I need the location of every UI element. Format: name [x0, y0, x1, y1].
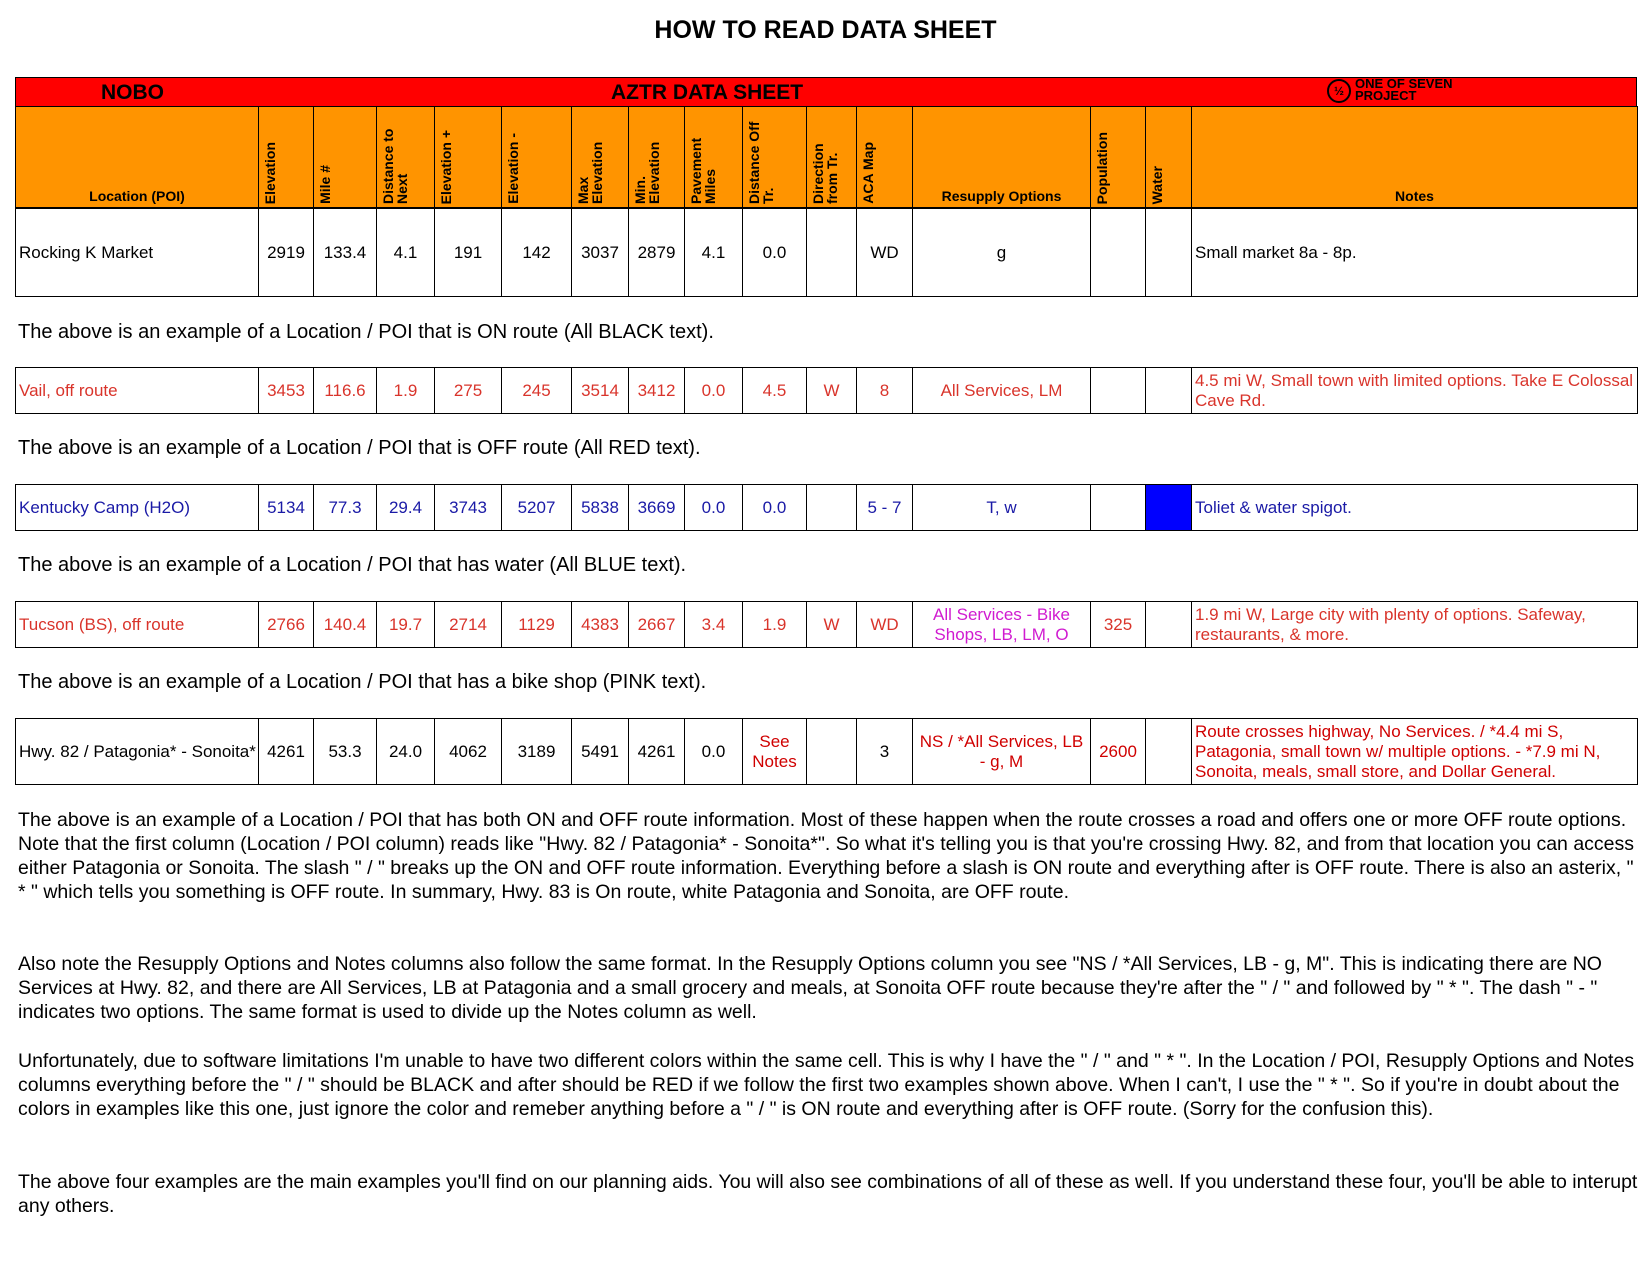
example-row-water	[15, 484, 1638, 531]
cell-distance-next: 24.0	[377, 719, 435, 785]
cell-distance-next: 29.4	[377, 485, 435, 531]
cell-direction	[807, 485, 857, 531]
cell-elevation: 2766	[259, 602, 314, 648]
cell-elevation-gain: 2714	[435, 602, 502, 648]
col-header-min-elevation: Min. Elevation	[629, 107, 685, 208]
cell-mile: 77.3	[314, 485, 377, 531]
cell-aca-map: 5 - 7	[857, 485, 913, 531]
logo-text: ONE OF SEVEN PROJECT	[1355, 76, 1453, 103]
cell-aca-map: 3	[857, 719, 913, 785]
cell-resupply: All Services - Bike Shops, LB, LM, O	[913, 602, 1091, 648]
cell-mile: 133.4	[314, 209, 377, 297]
explanation-paragraph-3: Unfortunately, due to software limitations I'm unable to have two different colors within the same cell. This is why I have the " / " and " * ". In the Location / POI, Resupply Options and Notes columns everything before the " / " should be BLACK and after should be RED if we follow the first two examples shown above. When I can't, I use the " * ". So if you're in doubt about the colors in examples like this one, just ignore the color and remeber anything before a " / " is ON route and everything after is OFF route. (Sorry for the confusion this).	[18, 1050, 1635, 1120]
cell-pavement-miles: 4.1	[685, 209, 743, 297]
example-row-on-off-route	[15, 718, 1638, 785]
cell-notes: 4.5 mi W, Small town with limited options. Take E Colossal Cave Rd.	[1192, 368, 1638, 414]
cell-aca-map: WD	[857, 209, 913, 297]
column-header-row	[15, 106, 1638, 208]
col-header-distance-next: Distance to Next	[377, 107, 435, 208]
cell-location: Kentucky Camp (H2O)	[16, 485, 259, 531]
cell-pavement-miles: 0.0	[685, 368, 743, 414]
cell-aca-map: 8	[857, 368, 913, 414]
cell-mile: 140.4	[314, 602, 377, 648]
cell-max-elevation: 5491	[572, 719, 629, 785]
cell-notes: Small market 8a - 8p.	[1192, 209, 1638, 297]
caption-water: The above is an example of a Location / POI that has water (All BLUE text).	[18, 554, 687, 576]
cell-elevation-gain: 3743	[435, 485, 502, 531]
cell-elevation-loss: 3189	[502, 719, 572, 785]
cell-max-elevation: 3037	[572, 209, 629, 297]
cell-resupply: g	[913, 209, 1091, 297]
cell-elevation-gain: 4062	[435, 719, 502, 785]
cell-population	[1091, 368, 1146, 414]
direction-label: NOBO	[101, 81, 164, 104]
cell-notes: 1.9 mi W, Large city with plenty of options. Safeway, restaurants, & more.	[1192, 602, 1638, 648]
cell-resupply: All Services, LM	[913, 368, 1091, 414]
col-header-elevation: Elevation	[259, 107, 314, 208]
cell-location: Rocking K Market	[16, 209, 259, 297]
cell-water	[1146, 209, 1192, 297]
col-header-elevation-gain: Elevation +	[435, 107, 502, 208]
col-header-aca-map: ACA Map	[857, 107, 913, 208]
col-header-location: Location (POI)	[16, 107, 259, 208]
col-header-direction: Direction from Tr.	[807, 107, 857, 208]
explanation-paragraph-2: Also note the Resupply Options and Notes columns also follow the same format. In the Resupply Options column you see "NS / *All Services, LB - g, M". This is indicating there are NO Services at Hwy. 82, and there are All Services, LB at Patagonia and a small grocery and meals, at Sonoita OFF route because they're after the " / " and followed by " * ". The dash " - " indicates two options. The same format is used to divide up the Notes column as well.	[18, 953, 1602, 1023]
cell-max-elevation: 5838	[572, 485, 629, 531]
cell-notes: Route crosses highway, No Services. / *4.4 mi S, Patagonia, small town w/ multiple options. - *7.9 mi N, Sonoita, meals, small store, and Dollar General.	[1192, 719, 1638, 785]
col-header-distance-off: Distance Off Tr.	[743, 107, 807, 208]
caption-off-route: The above is an example of a Location / POI that is OFF route (All RED text).	[18, 437, 701, 459]
col-header-population: Population	[1091, 107, 1146, 208]
cell-elevation-loss: 245	[502, 368, 572, 414]
example-row-off-route	[15, 367, 1638, 414]
explanation-paragraph-1: The above is an example of a Location / POI that has both ON and OFF route information. Most of these happen when the route crosses a road and offers one or more OFF route options. Note that the first column (Location / POI column) reads like "Hwy. 82 / Patagonia* - Sonoita*". So what it's telling you is that you're crossing Hwy. 82, and from that location you can access either Patagonia or Sonoita. The slash " / " breaks up the ON and OFF route information. Everything before a slash is ON route and everything after is OFF route. There is also an asterix, " * " which tells you something is OFF route. In summary, Hwy. 83 is On route, white Patagonia and Sonoita, are OFF route.	[18, 809, 1635, 903]
cell-elevation-gain: 275	[435, 368, 502, 414]
cell-min-elevation: 2879	[629, 209, 685, 297]
cell-mile: 116.6	[314, 368, 377, 414]
col-header-resupply: Resupply Options	[913, 107, 1091, 208]
caption-bike-shop: The above is an example of a Location / POI that has a bike shop (PINK text).	[18, 671, 707, 693]
cell-population	[1091, 485, 1146, 531]
cell-distance-off: See Notes	[743, 719, 807, 785]
caption-on-route: The above is an example of a Location / POI that is ON route (All BLACK text).	[18, 321, 714, 343]
cell-min-elevation: 2667	[629, 602, 685, 648]
cell-distance-off: 1.9	[743, 602, 807, 648]
cell-elevation: 5134	[259, 485, 314, 531]
example-row-bike-shop	[15, 601, 1638, 648]
col-header-max-elevation: Max Elevation	[572, 107, 629, 208]
data-sheet-banner	[15, 77, 1637, 106]
cell-distance-off: 0.0	[743, 485, 807, 531]
example-row-on-route	[15, 208, 1638, 297]
cell-distance-next: 1.9	[377, 368, 435, 414]
cell-elevation-gain: 191	[435, 209, 502, 297]
cell-location: Hwy. 82 / Patagonia* - Sonoita*	[16, 719, 259, 785]
cell-water	[1146, 602, 1192, 648]
cell-direction: W	[807, 368, 857, 414]
cell-resupply: T, w	[913, 485, 1091, 531]
cell-pavement-miles: 0.0	[685, 719, 743, 785]
cell-aca-map: WD	[857, 602, 913, 648]
cell-elevation-loss: 1129	[502, 602, 572, 648]
cell-water-filled	[1146, 485, 1192, 531]
cell-direction	[807, 719, 857, 785]
cell-min-elevation: 4261	[629, 719, 685, 785]
cell-elevation: 3453	[259, 368, 314, 414]
cell-distance-next: 19.7	[377, 602, 435, 648]
cell-distance-off: 0.0	[743, 209, 807, 297]
cell-water	[1146, 368, 1192, 414]
cell-elevation: 2919	[259, 209, 314, 297]
col-header-water: Water	[1146, 107, 1192, 208]
col-header-mile: Mile #	[314, 107, 377, 208]
cell-elevation-loss: 142	[502, 209, 572, 297]
cell-distance-next: 4.1	[377, 209, 435, 297]
cell-notes: Toliet & water spigot.	[1192, 485, 1638, 531]
col-header-notes: Notes	[1192, 107, 1638, 208]
cell-resupply: NS / *All Services, LB - g, M	[913, 719, 1091, 785]
cell-population: 2600	[1091, 719, 1146, 785]
cell-pavement-miles: 0.0	[685, 485, 743, 531]
cell-min-elevation: 3669	[629, 485, 685, 531]
col-header-pavement-miles: Pavement Miles	[685, 107, 743, 208]
cell-max-elevation: 4383	[572, 602, 629, 648]
cell-population: 325	[1091, 602, 1146, 648]
cell-pavement-miles: 3.4	[685, 602, 743, 648]
cell-elevation-loss: 5207	[502, 485, 572, 531]
cell-max-elevation: 3514	[572, 368, 629, 414]
cell-elevation: 4261	[259, 719, 314, 785]
cell-direction	[807, 209, 857, 297]
page-title: HOW TO READ DATA SHEET	[654, 16, 997, 44]
cell-min-elevation: 3412	[629, 368, 685, 414]
cell-population	[1091, 209, 1146, 297]
col-header-elevation-loss: Elevation -	[502, 107, 572, 208]
cell-distance-off: 4.5	[743, 368, 807, 414]
cell-location: Vail, off route	[16, 368, 259, 414]
one-of-seven-logo-icon: ½	[1327, 79, 1351, 103]
cell-water	[1146, 719, 1192, 785]
cell-mile: 53.3	[314, 719, 377, 785]
sheet-title: AZTR DATA SHEET	[611, 81, 804, 104]
explanation-paragraph-4: The above four examples are the main examples you'll find on our planning aids. You will also see combinations of all of these as well. If you understand these four, you'll be able to interupt any others.	[18, 1171, 1638, 1217]
cell-direction: W	[807, 602, 857, 648]
cell-location: Tucson (BS), off route	[16, 602, 259, 648]
